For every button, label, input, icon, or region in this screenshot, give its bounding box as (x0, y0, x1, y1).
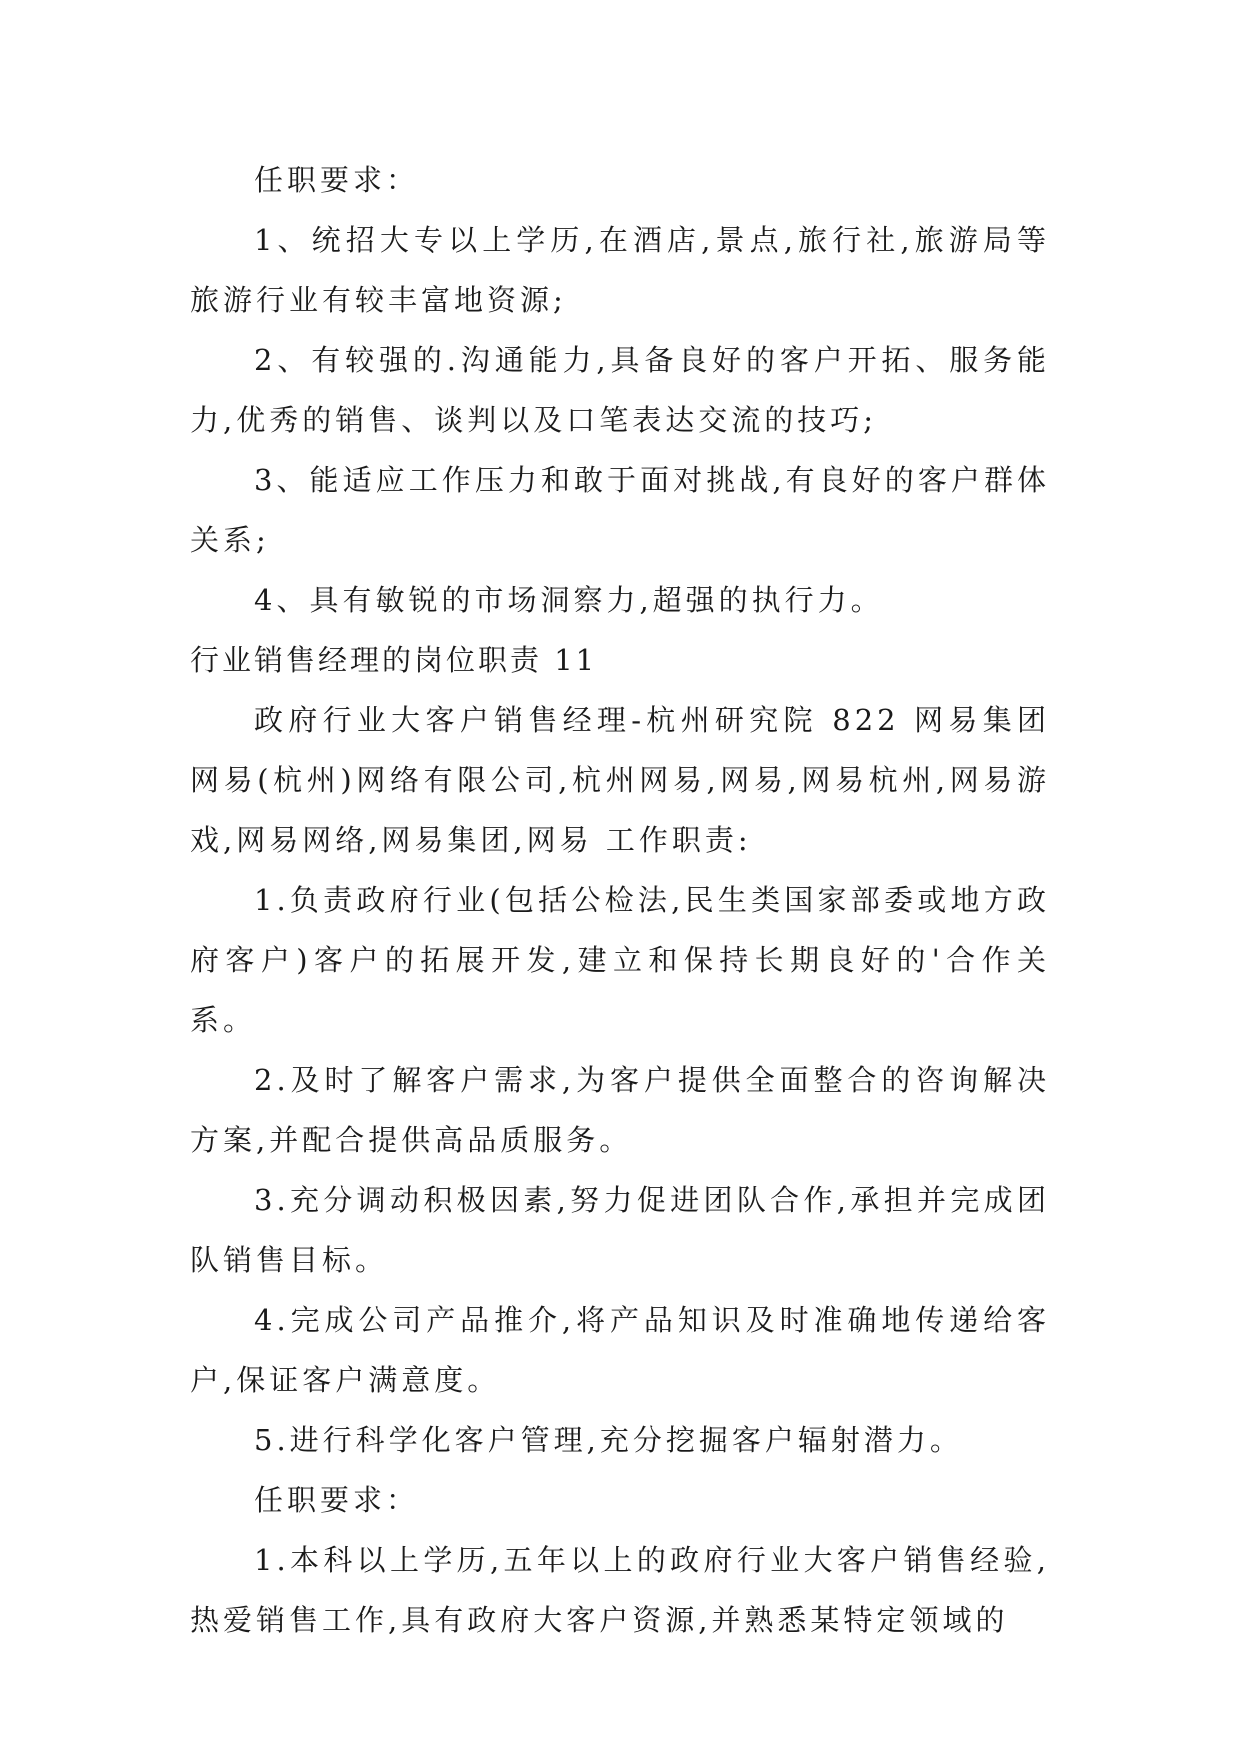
paragraph-duty-4: 4.完成公司产品推介,将产品知识及时准确地传递给客户,保证客户满意度。 (190, 1303, 1050, 1397)
paragraph-job-intro: 政府行业大客户销售经理-杭州研究院 822 网易集团网易(杭州)网络有限公司,杭州网易,网易,网易杭州,网易游戏,网易网络,网易集团,网易 工作职责: (190, 703, 1050, 857)
paragraph-requirement-1: 1、统招大专以上学历,在酒店,景点,旅行社,旅游局等旅游行业有较丰富地资源; (190, 223, 1050, 317)
paragraph-duty-5: 5.进行科学化客户管理,充分挖掘客户辐射潜力。 (254, 1423, 963, 1457)
paragraph-requirements-heading-1: 任职要求： (254, 163, 420, 197)
paragraph-requirement-3: 3、能适应工作压力和敢于面对挑战,有良好的客户群体关系; (190, 463, 1050, 557)
document-body (190, 150, 1050, 1650)
paragraph-requirements-heading-2: 任职要求： (254, 1483, 420, 1517)
paragraph-requirement-b1: 1.本科以上学历,五年以上的政府行业大客户销售经验,热爱销售工作,具有政府大客户资源,并熟悉某特定领域的 (190, 1543, 1050, 1637)
section-heading: 行业销售经理的岗位职责 11 (190, 643, 598, 677)
paragraph-duty-3: 3.充分调动积极因素,努力促进团队合作,承担并完成团队销售目标。 (190, 1183, 1050, 1277)
paragraph-duty-1: 1.负责政府行业(包括公检法,民生类国家部委或地方政府客户)客户的拓展开发,建立和保持长期良好的'合作关系。 (190, 883, 1050, 1037)
paragraph-requirement-2: 2、有较强的.沟通能力,具备良好的客户开拓、服务能力,优秀的销售、谈判以及口笔表达交流的技巧; (190, 343, 1050, 437)
paragraph-requirement-4: 4、具有敏锐的市场洞察力,超强的执行力。 (254, 583, 884, 617)
paragraph-duty-2: 2.及时了解客户需求,为客户提供全面整合的咨询解决方案,并配合提供高品质服务。 (190, 1063, 1050, 1157)
